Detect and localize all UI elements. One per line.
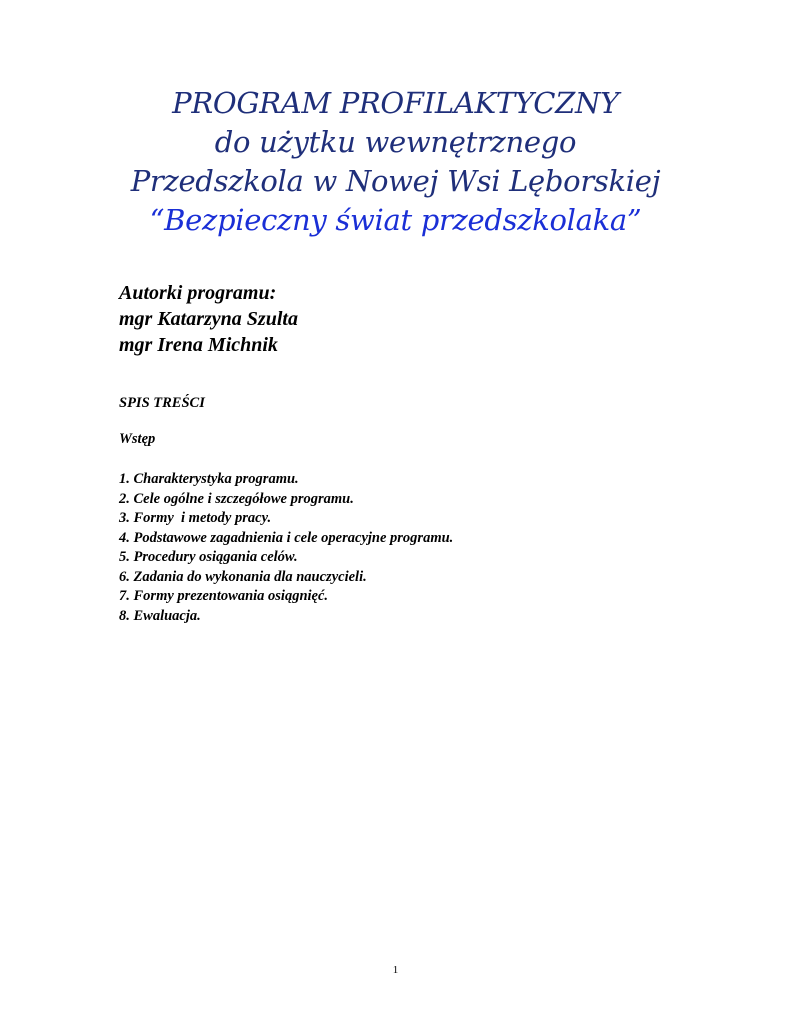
toc-item: 1. Charakterystyka programu. <box>119 471 299 487</box>
page-number: 1 <box>392 964 399 976</box>
toc-item: 3. Formy i metody pracy. <box>119 510 272 526</box>
table-of-contents <box>119 470 453 626</box>
toc-intro: Wstęp <box>119 431 156 447</box>
title-line-usage: do użytku wewnętrznego <box>214 125 577 159</box>
toc-heading: SPIS TREŚCI <box>119 395 205 411</box>
title-line-institution: Przedszkola w Nowej Wsi Lęborskiej <box>130 164 661 198</box>
document-title <box>0 84 791 240</box>
toc-item: 5. Procedury osiągania celów. <box>119 549 298 565</box>
toc-item: 8. Ewaluacja. <box>119 607 201 624</box>
author-name-2: mgr Irena Michnik <box>119 334 278 356</box>
title-line-program: PROGRAM PROFILAKTYCZNY <box>172 86 619 120</box>
author-name-1: mgr Katarzyna Szulta <box>119 308 298 330</box>
authors-block <box>119 280 298 358</box>
toc-item: 6. Zadania do wykonania dla nauczycieli. <box>119 568 367 585</box>
toc-item: 4. Podstawowe zagadnienia i cele operacyjne programu. <box>119 529 454 546</box>
toc-item: 2. Cele ogólne i szczegółowe programu. <box>119 490 354 507</box>
title-line-motto: “Bezpieczny świat przedszkolaka” <box>149 203 642 237</box>
authors-heading: Autorki programu: <box>119 282 277 304</box>
toc-item: 7. Formy prezentowania osiągnięć. <box>119 588 329 604</box>
